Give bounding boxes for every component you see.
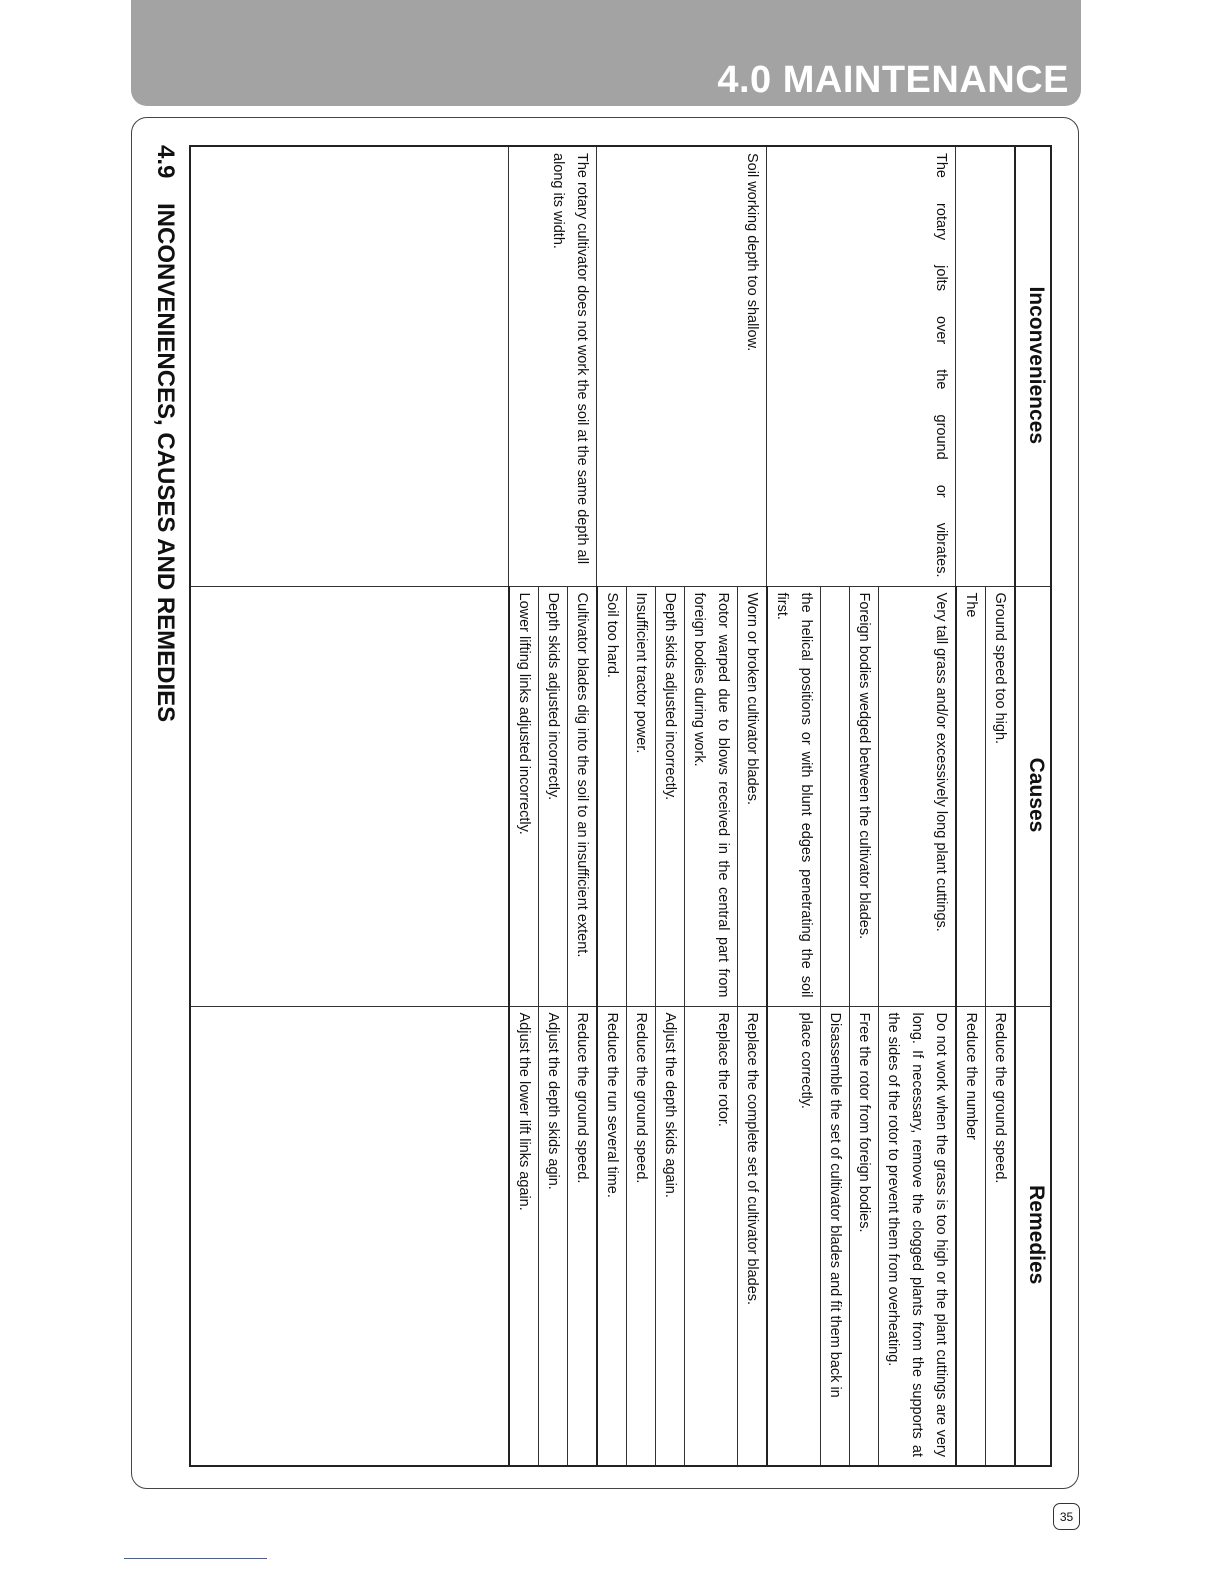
table-row-empty	[190, 146, 509, 1466]
table-row	[986, 146, 1016, 1466]
inconvenience-cell: Soil working depth too shallow.	[597, 146, 767, 586]
table-header-row	[1015, 146, 1051, 1466]
section-title: INCONVENIENCES, CAUSES AND REMEDIES	[152, 203, 179, 723]
header-inconveniences: Inconveniences	[1015, 146, 1051, 586]
cause-cell: Ground speed too high.	[986, 586, 1016, 1006]
cause-cell: Rotor warped due to blows received in the central part from foreign bodies during work.	[685, 586, 738, 1006]
cause-cell: Very tall grass and/or excessively long plant cuttings.	[879, 586, 957, 1006]
remedy-cell: Replace the complete set of cultivator blades.	[738, 1006, 768, 1466]
remedy-cell: Reduce the ground speed.	[568, 1006, 598, 1466]
remedy-cell: Adjust the lower lift links again.	[509, 1006, 539, 1466]
cause-cell: Foreign bodies wedged between the cultivator blades.	[850, 586, 879, 1006]
table-row	[568, 146, 598, 1466]
chapter-title: 4.0 MAINTENANCE	[717, 59, 1069, 101]
footnote-rule	[124, 1558, 267, 1559]
cause-cell: The	[956, 586, 986, 1006]
cause-cell: Soil too hard.	[597, 586, 627, 1006]
cause-cell: Lower lifting links adjusted incorrectly.	[509, 586, 539, 1006]
troubleshooting-table	[189, 145, 1052, 1467]
cause-cell: Worn or broken cultivator blades.	[738, 586, 768, 1006]
remedy-cell: Reduce the ground speed.	[627, 1006, 656, 1466]
page-number: 35	[1053, 1503, 1080, 1530]
rotated-content	[144, 145, 1052, 1465]
remedy-cell: Disassemble the set of cultivator blades and fit them back in	[821, 1006, 850, 1466]
remedy-cell: Reduce the number	[956, 1006, 986, 1466]
table-row	[879, 146, 957, 1466]
empty-cell	[190, 1006, 509, 1466]
remedy-cell: Reduce the run several time.	[597, 1006, 627, 1466]
cause-cell: the helical positions or with blunt edges penetrating the soil first.	[767, 586, 821, 1006]
inconvenience-cell	[956, 146, 1015, 586]
remedy-cell: Free the rotor from foreign bodies.	[850, 1006, 879, 1466]
remedy-cell: Replace the rotor.	[685, 1006, 738, 1466]
section-heading	[150, 145, 180, 1465]
table-row	[738, 146, 768, 1466]
header-remedies: Remedies	[1015, 1006, 1051, 1466]
header-band	[131, 0, 1081, 106]
cause-cell: Insufficient tractor power.	[627, 586, 656, 1006]
cause-cell: Depth skids adjusted incorrectly.	[539, 586, 568, 1006]
remedy-cell: Adjust the depth skids again.	[656, 1006, 685, 1466]
header-causes: Causes	[1015, 586, 1051, 1006]
empty-cell	[190, 586, 509, 1006]
remedy-cell: Reduce the ground speed.	[986, 1006, 1016, 1466]
remedy-cell: Adjust the depth skids agin.	[539, 1006, 568, 1466]
cause-cell	[821, 586, 850, 1006]
remedy-cell: Do not work when the grass is too high or the plant cuttings are very long. If necessary, remove the clogged plants from the supports at the sides of the rotor to prevent them from overheating.	[879, 1006, 957, 1466]
empty-cell	[190, 146, 509, 586]
cause-cell: Depth skids adjusted incorrectly.	[656, 586, 685, 1006]
inconvenience-cell: The rotary jolts over the ground or vibrates.	[767, 146, 956, 586]
remedy-cell: place correctly.	[767, 1006, 821, 1466]
inconvenience-cell: The rotary cultivator does not work the soil at the same depth all along its width.	[509, 146, 597, 586]
cause-cell: Cultivator blades dig into the soil to an insufficient extent.	[568, 586, 598, 1006]
section-number: 4.9	[152, 145, 179, 179]
